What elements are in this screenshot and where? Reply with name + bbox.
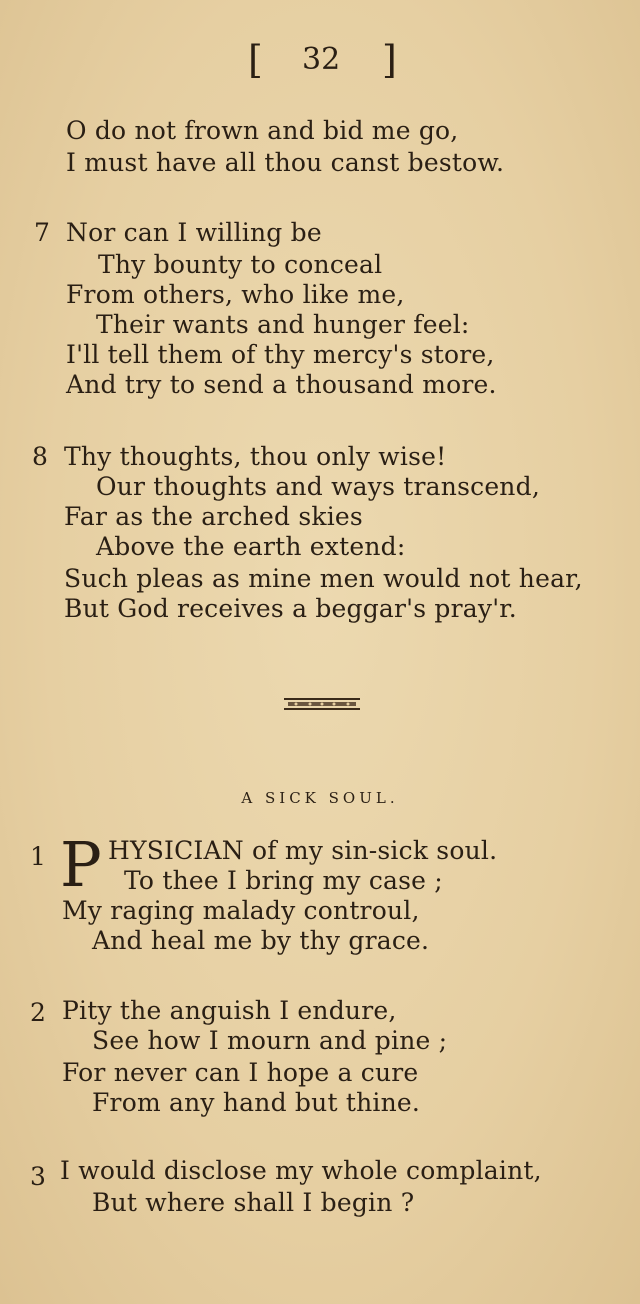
verse-line: For never can I hope a cure xyxy=(62,1058,419,1087)
stanza-number: 2 xyxy=(30,998,46,1027)
page-header xyxy=(0,38,640,82)
verse-line: And heal me by thy grace. xyxy=(92,926,430,955)
verse-line: Far as the arched skies xyxy=(64,502,363,531)
verse-line: O do not frown and bid me go, xyxy=(66,116,459,145)
verse-line: I'll tell them of thy mercy's store, xyxy=(66,340,495,369)
verse-line: HYSICIAN of my sin-sick soul. xyxy=(108,836,498,865)
bracket-right: ] xyxy=(382,38,397,82)
verse-line: See how I mourn and pine ; xyxy=(92,1026,448,1055)
bracket-left: [ xyxy=(248,38,263,82)
verse-line: Pity the anguish I endure, xyxy=(62,996,397,1025)
verse-line: To thee I bring my case ; xyxy=(124,866,443,895)
verse-line: Such pleas as mine men would not hear, xyxy=(64,564,583,593)
stanza-number: 8 xyxy=(32,442,48,471)
verse-line: Thy bounty to conceal xyxy=(98,250,383,279)
verse-line: But where shall I begin ? xyxy=(92,1188,415,1217)
verse-line: I would disclose my whole complaint, xyxy=(60,1156,542,1185)
verse-line: From any hand but thine. xyxy=(92,1088,421,1117)
verse-line: From others, who like me, xyxy=(66,280,405,309)
verse-line: Our thoughts and ways transcend, xyxy=(96,472,540,501)
verse-line: My raging malady controul, xyxy=(62,896,420,925)
drop-cap: P xyxy=(60,828,102,901)
verse-line: Nor can I willing be xyxy=(66,218,322,247)
stanza-number: 1 xyxy=(30,842,46,871)
verse-line: Above the earth extend: xyxy=(96,532,406,561)
verse-line: Their wants and hunger feel: xyxy=(96,310,470,339)
page-number: 32 xyxy=(302,42,341,77)
stanza-number: 3 xyxy=(30,1162,46,1191)
hymn-title: A SICK SOUL. xyxy=(241,789,399,807)
verse-line: And try to send a thousand more. xyxy=(66,370,497,399)
stanza-number: 7 xyxy=(34,218,50,247)
verse-line: But God receives a beggar's pray'r. xyxy=(64,594,517,623)
ornament-divider xyxy=(282,696,362,712)
verse-line: I must have all thou canst bestow. xyxy=(66,148,505,177)
verse-line: Thy thoughts, thou only wise! xyxy=(64,442,447,471)
